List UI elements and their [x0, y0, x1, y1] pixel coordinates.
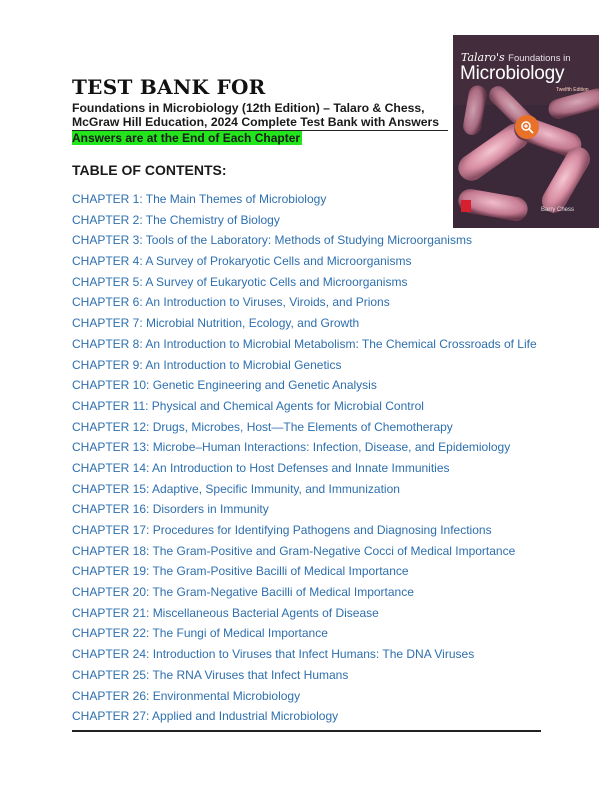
toc-link-chapter-21[interactable]: CHAPTER 21: Miscellaneous Bacterial Agents of Disease — [72, 605, 379, 620]
zoom-in-icon[interactable] — [515, 115, 539, 139]
toc-link-chapter-2[interactable]: CHAPTER 2: The Chemistry of Biology — [72, 212, 280, 227]
toc-link-chapter-1[interactable]: CHAPTER 1: The Main Themes of Microbiology — [72, 192, 327, 206]
page-title: TEST BANK FOR — [72, 75, 266, 99]
toc-link-chapter-10[interactable]: CHAPTER 10: Genetic Engineering and Genetic Analysis — [72, 378, 377, 393]
cover-main-title: Microbiology — [460, 63, 565, 84]
toc-link-chapter-22[interactable]: CHAPTER 22: The Fungi of Medical Importance — [72, 626, 328, 641]
toc-link-chapter-5[interactable]: CHAPTER 5: A Survey of Eukaryotic Cells and Microorganisms — [72, 274, 408, 289]
bottom-divider — [72, 730, 541, 732]
toc-link-chapter-18[interactable]: CHAPTER 18: The Gram-Positive and Gram-Negative Cocci of Medical Importance — [72, 543, 516, 558]
toc-link-chapter-8[interactable]: CHAPTER 8: An Introduction to Microbial Metabolism: The Chemical Crossroads of Life — [72, 336, 537, 351]
toc-list — [72, 189, 575, 727]
toc-link-chapter-3[interactable]: CHAPTER 3: Tools of the Laboratory: Methods of Studying Microorganisms — [72, 233, 472, 248]
toc-link-chapter-14[interactable]: CHAPTER 14: An Introduction to Host Defenses and Innate Immunities — [72, 460, 450, 475]
toc-link-chapter-17[interactable]: CHAPTER 17: Procedures for Identifying Pathogens and Diagnosing Infections — [72, 523, 492, 537]
toc-link-chapter-11[interactable]: CHAPTER 11: Physical and Chemical Agents for Microbial Control — [72, 398, 424, 413]
toc-link-chapter-12[interactable]: CHAPTER 12: Drugs, Microbes, Host—The Elements of Chemotherapy — [72, 419, 453, 434]
toc-link-chapter-13[interactable]: CHAPTER 13: Microbe–Human Interactions: Infection, Disease, and Epidemiology — [72, 440, 511, 455]
toc-link-chapter-25[interactable]: CHAPTER 25: The RNA Viruses that Infect Humans — [72, 667, 349, 682]
cover-edition: Twelfth Edition — [556, 87, 589, 93]
toc-link-chapter-19[interactable]: CHAPTER 19: The Gram-Positive Bacilli of Medical Importance — [72, 564, 409, 579]
toc-link-chapter-9[interactable]: CHAPTER 9: An Introduction to Microbial Genetics — [72, 357, 342, 372]
toc-link-chapter-16[interactable]: CHAPTER 16: Disorders in Immunity — [72, 502, 269, 517]
publisher-logo-icon — [461, 200, 471, 212]
toc-link-chapter-7[interactable]: CHAPTER 7: Microbial Nutrition, Ecology, and Growth — [72, 316, 360, 331]
book-subtitle: Foundations in Microbiology (12th Edition) – Talaro & Chess, McGraw Hill Education, 2024 Complete Test Bank with Answers — [72, 101, 440, 129]
toc-heading: TABLE OF CONTENTS: — [72, 162, 227, 178]
toc-link-chapter-4[interactable]: CHAPTER 4: A Survey of Prokaryotic Cells and Microorganisms — [72, 254, 412, 269]
toc-link-chapter-20[interactable]: CHAPTER 20: The Gram-Negative Bacilli of Medical Importance — [72, 585, 414, 600]
cover-author-bottom: Barry Chess — [541, 207, 575, 213]
toc-link-chapter-26[interactable]: CHAPTER 26: Environmental Microbiology — [72, 688, 301, 703]
toc-link-chapter-27[interactable]: CHAPTER 27: Applied and Industrial Microbiology — [72, 709, 339, 724]
answers-highlight-note: Answers are at the End of Each Chapter — [72, 131, 301, 145]
magnifier-icon — [520, 120, 534, 134]
toc-link-chapter-15[interactable]: CHAPTER 15: Adaptive, Specific Immunity, and Immunization — [72, 481, 400, 496]
cover-author-name: Talaro's — [461, 51, 505, 64]
toc-link-chapter-6[interactable]: CHAPTER 6: An Introduction to Viruses, Viroids, and Prions — [72, 295, 390, 310]
toc-link-chapter-24[interactable]: CHAPTER 24: Introduction to Viruses that Infect Humans: The DNA Viruses — [72, 647, 475, 662]
book-cover-image[interactable] — [453, 35, 599, 228]
cover-title-small: Foundations in — [508, 53, 571, 64]
